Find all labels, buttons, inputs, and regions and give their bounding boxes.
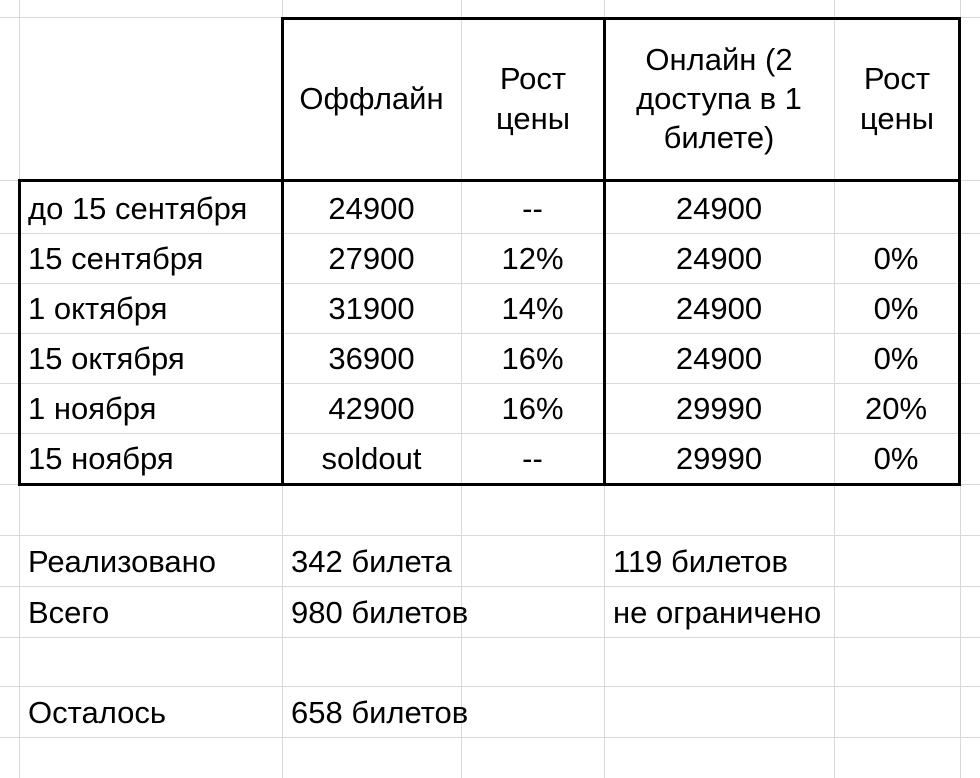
row-date: 1 ноября	[28, 390, 157, 426]
row-online-price: 24900	[675, 240, 763, 276]
row-offline-price: soldout	[321, 440, 422, 476]
row-offline-price: 31900	[328, 290, 415, 326]
row-online-price: 24900	[675, 190, 763, 226]
row-offline-growth: 16%	[501, 340, 564, 376]
row-online-growth: 20%	[864, 390, 928, 426]
row-online-price: 24900	[675, 290, 763, 326]
row-offline-growth: 12%	[501, 240, 564, 276]
row-offline-price: 24900	[328, 190, 415, 226]
total-label: Всего	[28, 594, 110, 630]
row-online-growth: 0%	[873, 440, 919, 476]
row-date: до 15 сентября	[28, 190, 248, 226]
row-online-growth: 0%	[873, 240, 919, 276]
row-online-price: 29990	[675, 390, 763, 426]
header-online: Онлайн (2 доступа в 1 билете)	[636, 41, 802, 156]
remaining-label: Осталось	[28, 694, 167, 730]
row-offline-growth: --	[522, 190, 543, 226]
header-offline: Оффлайн	[299, 80, 444, 116]
row-offline-price: 27900	[328, 240, 415, 276]
sold-offline: 342 билета	[291, 544, 452, 579]
row-online-growth	[834, 183, 958, 233]
row-offline-growth: --	[522, 440, 543, 476]
row-offline-price: 42900	[328, 390, 415, 426]
header-price-growth-online: Рост цены	[859, 61, 935, 136]
row-online-growth: 0%	[873, 340, 919, 376]
row-online-growth: 0%	[873, 290, 919, 326]
sold-label: Реализовано	[28, 544, 217, 579]
row-date: 15 ноября	[28, 440, 174, 476]
remaining-offline: 658 билетов	[291, 694, 469, 730]
header-price-growth-offline: Рост цены	[495, 61, 571, 136]
row-offline-growth: 16%	[501, 390, 564, 426]
row-offline-price: 36900	[328, 340, 415, 376]
row-offline-growth: 14%	[501, 290, 564, 326]
sold-online: 119 билетов	[613, 544, 788, 579]
row-date: 15 сентября	[28, 240, 204, 276]
total-offline: 980 билетов	[291, 594, 469, 630]
row-online-price: 29990	[675, 440, 763, 476]
row-online-price: 24900	[675, 340, 763, 376]
total-online: не ограничено	[613, 594, 822, 630]
row-date: 15 октября	[28, 340, 185, 376]
row-date: 1 октября	[28, 290, 168, 326]
